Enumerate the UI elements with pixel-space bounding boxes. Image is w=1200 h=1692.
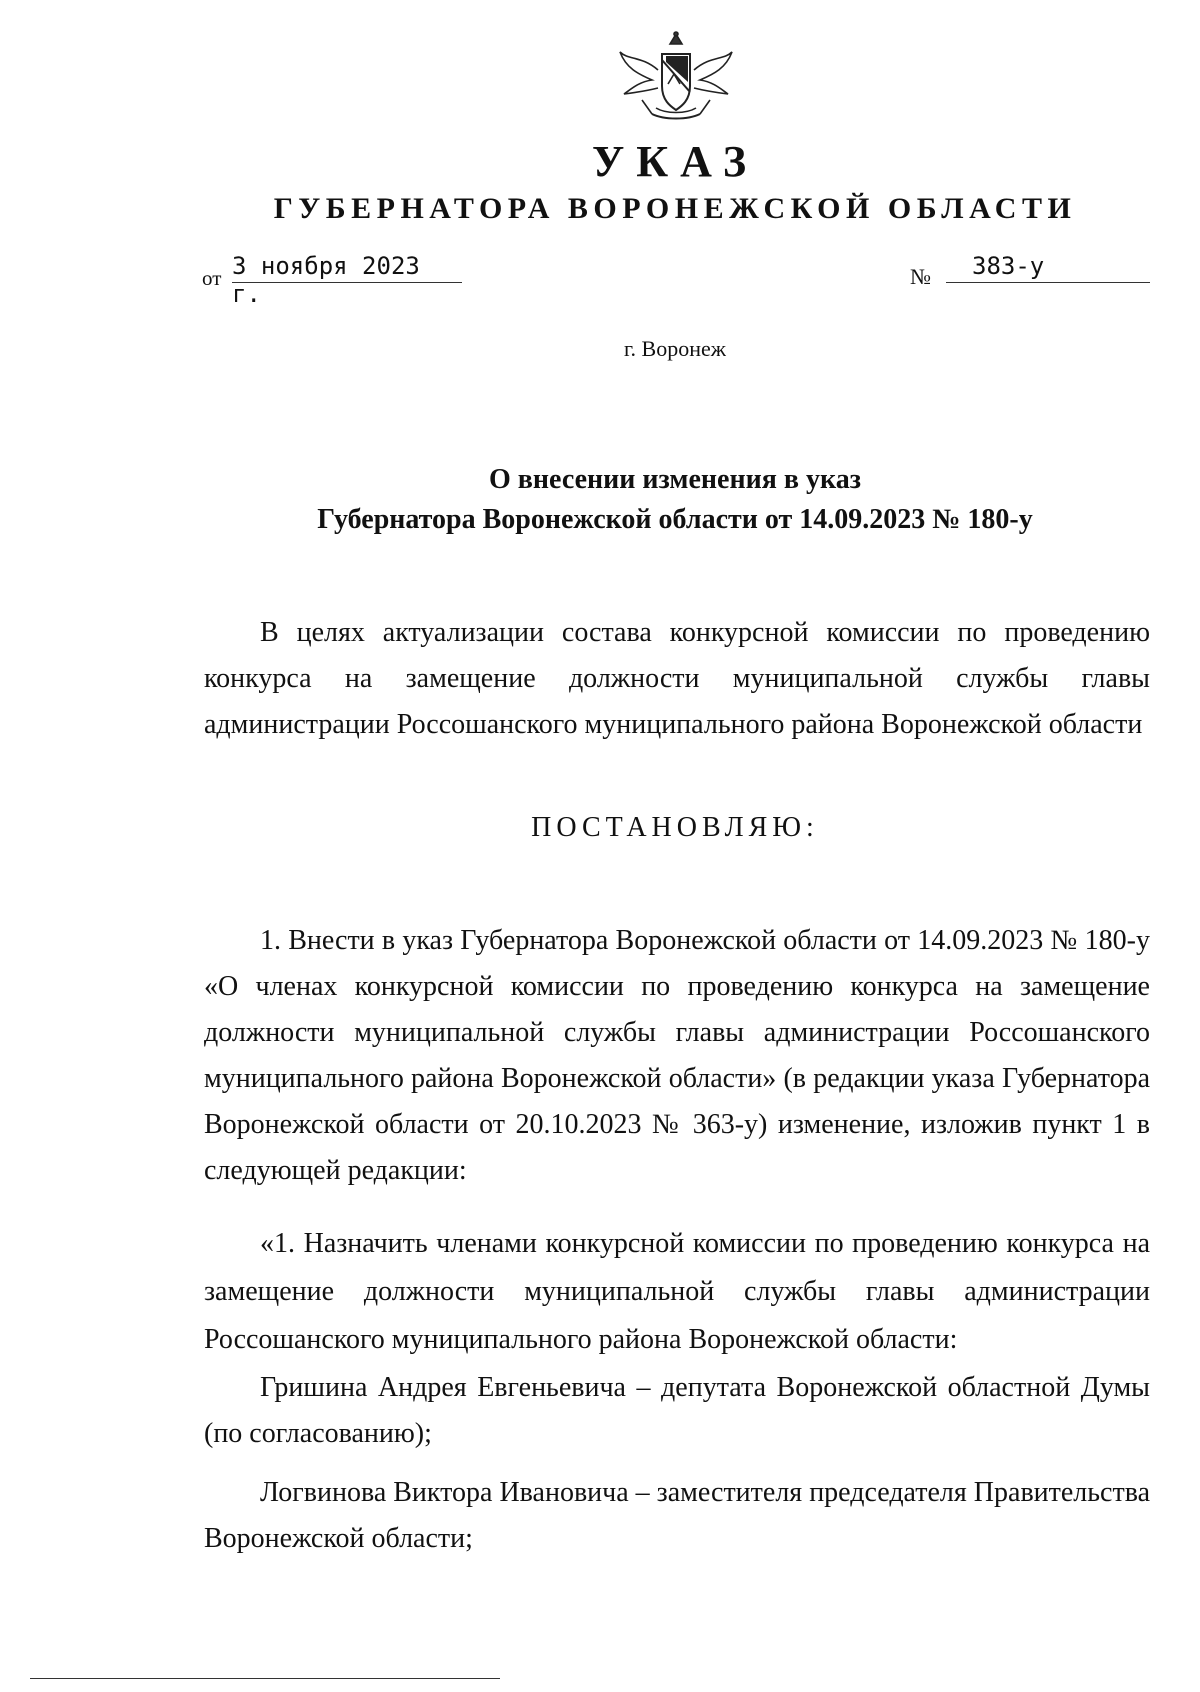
document-subject bbox=[0, 460, 1200, 540]
number-underline bbox=[946, 282, 1150, 283]
date-field bbox=[202, 252, 462, 308]
member-item: Логвинова Виктора Ивановича – заместителя председателя Правительства Воронежской области; bbox=[204, 1477, 1150, 1554]
issuer-title: ГУБЕРНАТОРА ВОРОНЕЖСКОЙ ОБЛАСТИ bbox=[273, 192, 1077, 225]
subject-line-2: Губернатора Воронежской области от 14.09.2023 № 180-у bbox=[317, 504, 1033, 535]
paragraph-quoted-1: «1. Назначить членами конкурсной комиссии по проведению конкурса на замещение должности муниципальной службы главы администрации Россошанского муниципального района Воронежской области: bbox=[204, 1228, 1150, 1355]
number-field bbox=[910, 252, 1150, 288]
footer-divider bbox=[30, 1678, 500, 1679]
member-item: Гришина Андрея Евгеньевича – депутата Воронежской областной Думы (по согласованию); bbox=[204, 1372, 1150, 1449]
city-label: г. Воронеж bbox=[624, 336, 726, 361]
resolve-heading: ПОСТАНОВЛЯЮ: bbox=[531, 812, 819, 843]
date-value: 3 ноября 2023 г. bbox=[232, 252, 420, 308]
number-prefix: № bbox=[910, 264, 931, 289]
date-prefix: от bbox=[202, 266, 222, 290]
document-type-title: УКАЗ bbox=[591, 137, 759, 186]
paragraph-1: 1. Внести в указ Губернатора Воронежской области от 14.09.2023 № 180-у «О членах конкурсной комиссии по проведению конкурса на замещение должности муниципальной службы главы администрации Россошанского муниципального района Воронежской области» (в редакции указа Губернатора Воронежской области от 20.10.2023 № 363-у) изменение, изложив пункт 1 в следующей редакции: bbox=[204, 925, 1150, 1186]
number-value: 383-у bbox=[972, 252, 1045, 280]
preamble-paragraph: В целях актуализации состава конкурсной комиссии по проведению конкурса на замещение должности муниципальной службы главы администрации Россошанского муниципального района Воронежской области bbox=[204, 617, 1150, 740]
coat-of-arms-emblem bbox=[612, 30, 740, 124]
subject-line-1: О внесении изменения в указ bbox=[489, 464, 861, 495]
date-underline bbox=[232, 282, 462, 283]
